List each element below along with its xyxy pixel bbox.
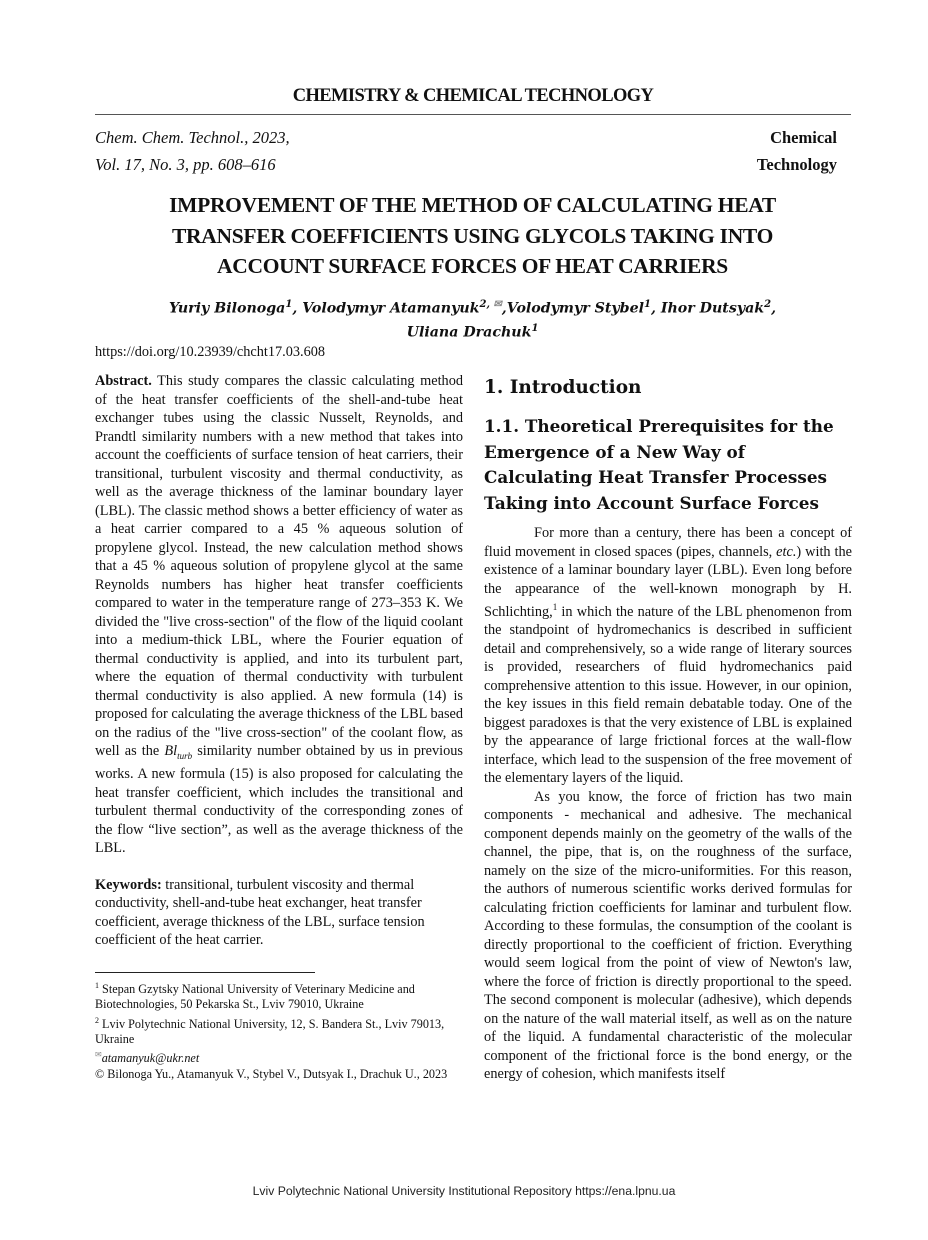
author-separator: , <box>501 300 507 317</box>
title-line-2: TRANSFER COEFFICIENTS USING GLYCOLS TAKING INTO <box>172 223 773 248</box>
author: Volodymyr Stybel <box>506 300 644 317</box>
envelope-icon: ✉ <box>493 299 502 310</box>
author-separator: , <box>771 300 777 317</box>
citation <box>95 124 290 178</box>
citation-line-2: Vol. 17, No. 3, pp. 608–616 <box>95 155 276 174</box>
affiliation-marker: 1 <box>285 299 293 310</box>
footnote-affiliation-2 <box>95 1013 463 1048</box>
author: Yuriy Bilonoga <box>168 300 286 317</box>
footnotes <box>95 978 463 1082</box>
paragraph-text: in which the nature of the LBL phenomenon from the standpoint of hydromechanics is described in sufficient detail and comprehensively, so a wide range of literary sources is provided, researchers of fluid hydromechanics paid comprehensive attention to this issue. However, in our opinion, the key issues in this field remain debatable today. One of the biggest paradoxes is that the very existence of LBL is explained by the appearance of large frictional forces at the wall-flow interface, which lead to the suspension of the free movement of the elementary layers of the liquid. <box>484 603 852 787</box>
envelope-icon: ✉ <box>95 1050 102 1060</box>
footnote-text: Lviv Polytechnic National University, 12, S. Bandera St., Lviv 79013, Ukraine <box>95 1016 445 1046</box>
author: Volodymyr Atamanyuk <box>302 300 480 317</box>
affiliation-marker: 2, <box>479 299 494 310</box>
abstract-label: Abstract. <box>95 373 152 389</box>
affiliation-marker: 2 <box>764 299 772 310</box>
footnote-divider <box>95 972 315 973</box>
email-link[interactable]: atamanyuk@ukr.net <box>101 1051 200 1066</box>
section-label <box>757 124 837 178</box>
footnote-email <box>95 1047 463 1066</box>
affiliation-marker: 1 <box>643 299 651 310</box>
left-column <box>95 372 463 1082</box>
author: Uliana Drachuk <box>406 324 532 341</box>
section-label-line-1: Chemical <box>770 128 837 147</box>
abstract <box>95 372 463 858</box>
body-paragraph: As you know, the force of friction has two main components - mechanical and adhesive. The mechanical component depends mainly on the geometry of the walls of the channel, the pipe, that is, on the roughness of the surface, namely on the size of the micro-uniformities. For this reason, the authors of numerous scientific works derived formulas for calculating friction coefficients for laminar and turbulent flow. According to these formulas, the consumption of the coolant is directly proportional to the coefficient of friction. Everything would seem logical from the point of view of Newton's law, where the force of friction is directly proportional to the speed. The second component is molecular (adhesive), which depends on the nature of the wall material itself, as well as on the nature of the liquid. A fundamental characteristic of the molecular component of the frictional force is the bond energy, or the energy of cohesion, which manifests itself <box>484 788 852 1083</box>
title-line-1: IMPROVEMENT OF THE METHOD OF CALCULATING HEAT <box>169 193 776 217</box>
header-divider <box>95 114 851 115</box>
footnote-copyright: © Bilonoga Yu., Atamanyuk V., Stybel V., Dutsyak I., Drachuk U., 2023 <box>95 1066 448 1081</box>
reference-marker[interactable]: 1 <box>552 602 558 612</box>
subsection-heading: 1.1. Theoretical Prerequisites for the Emergence of a New Way of Calculating Heat Transfer Processes Taking into Account Surface Forces <box>484 416 834 513</box>
author-list <box>120 295 825 342</box>
affiliation-marker: 1 <box>531 322 539 334</box>
doi-link[interactable]: https://doi.org/10.23939/chcht17.03.608 <box>95 344 326 360</box>
bl-turb-symbol <box>164 743 192 759</box>
paragraph-text: ) with the existence of a laminar boundary layer (LBL). Even long before the appearance of the well-known monograph by H. Schlichting, <box>484 543 852 620</box>
keywords-text: transitional, turbulent viscosity and thermal conductivity, shell-and-tube heat exchanger, heat transfer coefficient, average thickness of the LBL, surface tension coefficient of the heat carrier. <box>95 876 425 949</box>
section-label-line-2: Technology <box>756 155 837 174</box>
keywords <box>95 876 463 950</box>
abstract-text: This study compares the classic calculating method of the heat transfer coefficients of the shell-and-tube heat exchanger tubes using the classic Nusselt, Reynolds, and Prandtl similarity numbers with a new method that takes into account the coefficients of surface tension of heat carriers, their transitional, turbulent viscosity and thermal conductivity, as well as the average thickness of the laminar boundary layer (LBL). The classic method shows a better efficiency of water as a heat carrier compared to a 45 % aqueous solution of propylene glycol. Instead, the new calculation method shows that a 45 % aqueous solution of propylene glycol at the same Reynolds numbers has higher heat transfer coefficients compared to water in the temperature range of 273–353 K. We divided the "live cross-section" of the flow of the liquid coolant into a medium-thick LBL, where the Fourier equation of thermal conductivity is applied, and into its turbulent part, where the equation of thermal conductivity with turbulent thermal conductivity is also applied. A new formula (14) is proposed for calculating the average thickness of the LBL based on the radius of the "live cross-section" of the coolant flow, as well as the <box>95 373 463 759</box>
author: Ihor Dutsyak <box>660 300 765 317</box>
keywords-label: Keywords: <box>95 876 162 893</box>
footnote-marker: 2 <box>95 1015 99 1025</box>
footnote-affiliation-1 <box>95 978 463 1013</box>
footnote-marker: 1 <box>95 980 99 990</box>
repository-footer: Lviv Polytechnic National University Institutional Repository https://ena.lpnu.ua <box>252 1184 676 1198</box>
author-separator: , <box>650 300 661 317</box>
journal-name: CHEMISTRY & CHEMICAL TECHNOLOGY <box>292 86 654 106</box>
symbol-subscript: turb <box>177 750 193 761</box>
paragraph-text: For more than a century, there has been a concept of fluid movement in closed spaces (pipes, channels, <box>484 525 852 560</box>
italic-text: etc. <box>776 543 797 560</box>
title-line-3: ACCOUNT SURFACE FORCES OF HEAT CARRIERS <box>217 254 728 278</box>
symbol: Bl <box>164 743 178 759</box>
citation-line-1: Chem. Chem. Technol., 2023, <box>95 128 290 147</box>
abstract-text: similarity number obtained by us in previous works. A new formula (15) is also proposed for calculating the heat transfer coefficient, which includes the transitional and turbulent thermal conductivity of the corresponding zones of the flow “live section”, as well as the average thickness of the LBL. <box>95 743 463 857</box>
footnote-text: Stepan Gzytsky National University of Veterinary Medicine and Biotechnologies, 50 Pekarska St., Lviv 79010, Ukraine <box>95 981 415 1012</box>
section-heading: 1. Introduction <box>484 377 642 398</box>
right-column <box>484 372 852 1084</box>
article-title <box>120 190 825 282</box>
author-separator: , <box>292 300 303 317</box>
body-paragraph <box>484 524 852 788</box>
